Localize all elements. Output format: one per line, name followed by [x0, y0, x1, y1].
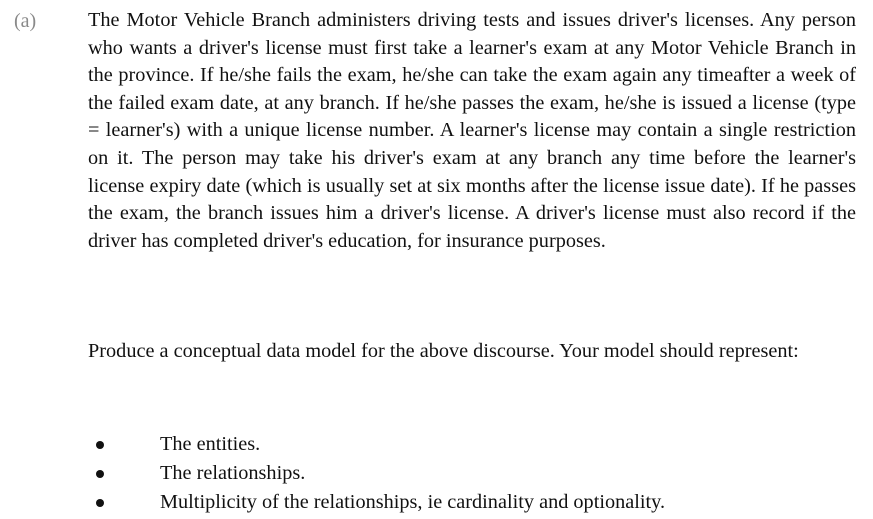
list-item — [88, 459, 858, 488]
bullet-icon — [96, 499, 104, 507]
bullet-icon — [96, 470, 104, 478]
task-paragraph: Produce a conceptual data model for the above discourse. Your model should represent: — [88, 340, 799, 362]
list-item — [88, 430, 858, 459]
scenario-paragraph: The Motor Vehicle Branch administers driving tests and issues driver's licenses. Any person who wants a driver's license must first take a learner's exam at any Motor Vehicle Branch in the province. If he/she fails the exam, he/she can take the exam again any timeafter a week of the failed exam date, at any branch. If he/she passes the exam, he/she is issued a license (type = learner's) with a unique license number. A learner's license may contain a single restriction on it. The person may take his driver's exam at any branch any time before the learner's license expiry date (which is usually set at six months after the license issue date). If he passes the exam, the branch issues him a driver's license. A driver's license must also record if the driver has completed driver's education, for insurance purposes. — [88, 9, 856, 252]
question-label: (a) — [14, 10, 37, 32]
requirement-text: The entities. — [160, 433, 261, 455]
requirements-list — [88, 430, 858, 517]
list-item — [88, 488, 858, 517]
bullet-icon — [96, 441, 104, 449]
requirement-text: Multiplicity of the relationships, ie cardinality and optionality. — [160, 491, 666, 513]
requirement-text: The relationships. — [160, 462, 306, 484]
